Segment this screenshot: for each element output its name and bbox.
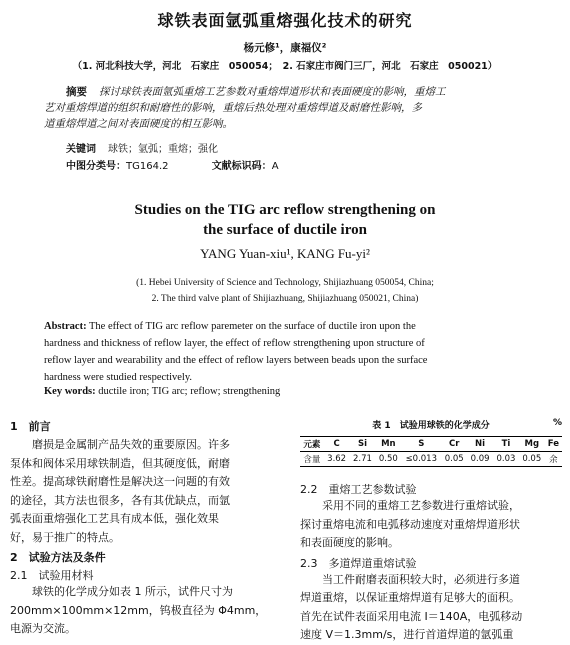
keywords-cn: 关键词 球铁；氩弧；重熔；强化 — [66, 144, 218, 155]
abstract-cn-line: 道重熔焊道之间对表面硬度的相互影响。 — [44, 118, 233, 130]
abstract-en-label: Abstract: — [44, 321, 87, 332]
paragraph: 球铁的化学成分如表 1 所示，试件尺寸为 200mm×100mm×12mm，钨极直径为 Φ4mm， 电源为交流。 — [10, 585, 267, 635]
table-row: 含量 3.62 2.71 0.50 ≤0.013 0.05 0.09 0.03 0.05 余 — [300, 452, 562, 467]
paragraph: 采用不同的重熔工艺参数进行重熔试验， 探讨重熔电流和电弧移动速度对重熔焊道形状 和表面硬度的影响。 — [300, 499, 520, 549]
composition-table — [300, 436, 562, 467]
authors-en: YANG Yuan-xiu¹, KANG Fu-yi² — [200, 246, 370, 261]
affiliations-cn: （1. 河北科技大学，河北 石家庄 050054； 2. 石家庄市阀门三厂，河北 石家庄 050021） — [72, 61, 498, 72]
table-unit: % — [552, 418, 562, 428]
authors-cn: 杨元修¹，康福仪² — [243, 42, 327, 54]
paragraph: 磨损是金属制产品失效的重要原因。许多 泵体和阀体采用球铁制造，但其硬度低，耐磨 性差。提高球铁耐磨性是解决这一问题的有效 的途径，其方法也很多，各有其优缺点，而氩 弧表面重熔强化工艺具有成本低，强化效果 好，易于推广的特点。 — [10, 438, 230, 544]
abstract-cn-line: 探讨球铁表面氩弧重熔工艺参数对重熔焊道形状和表面硬度的影响，重熔工 — [99, 86, 446, 98]
subsection-heading: 2.1 试验用材料 — [10, 569, 94, 582]
abstract-cn-label: 摘要 — [66, 86, 87, 98]
section-heading: 1 前言 — [10, 420, 51, 433]
keywords-en: Key words: ductile iron; TIG arc; reflow; strengthening — [44, 386, 281, 397]
paper-title-cn: 球铁表面氩弧重熔强化技术的研究 — [157, 11, 413, 30]
table-header-row: 元素 C Si Mn S Cr Ni Ti Mg Fe — [300, 437, 562, 452]
table-caption: 表 1 试验用球铁的化学成分 % — [372, 418, 562, 431]
affiliations-en: (1. Hebei University of Science and Technology, Shijiazhuang 050054, China; 2. The third valve plant of Shijiazhuang, Shijiazhuang 050021, China) — [136, 278, 434, 304]
subsection-heading: 2.3 多道焊道重熔试验 — [300, 556, 417, 570]
left-column — [10, 418, 285, 639]
abstract-en: Abstract: The effect of TIG arc reflow paremeter on the surface of ductile iron upon the hardness and thickness of reflow layer, the effect of reflow strengthening upon structure of reflow layer and wearability and the effect of reflow layers between beads upon the surface hardness were studied respectively. — [44, 321, 428, 383]
abstract-cn — [44, 84, 544, 132]
paragraph: 当工件耐磨表面积较大时，必须进行多道 焊道重熔，以保证重熔焊道有足够大的面积。 首先在试件表面采用电流 I＝140A，电弧移动 速度 V＝1.3mm/s，进行首道焊道的氩弧重 — [300, 572, 523, 641]
subsection-heading: 2.2 重熔工艺参数试验 — [300, 483, 417, 496]
section-heading: 2 试验方法及条件 — [10, 551, 106, 564]
abstract-cn-line: 艺对重熔焊道的组织和耐磨性的影响，重熔后热处理对重熔焊道及耐磨性影响，多 — [44, 102, 422, 114]
classification: 中图分类号：TG164.2 文献标识码：A — [66, 161, 279, 172]
paper-title-en: Studies on the TIG arc reflow strengthening on the surface of ductile iron — [134, 202, 436, 238]
right-column — [300, 418, 562, 645]
